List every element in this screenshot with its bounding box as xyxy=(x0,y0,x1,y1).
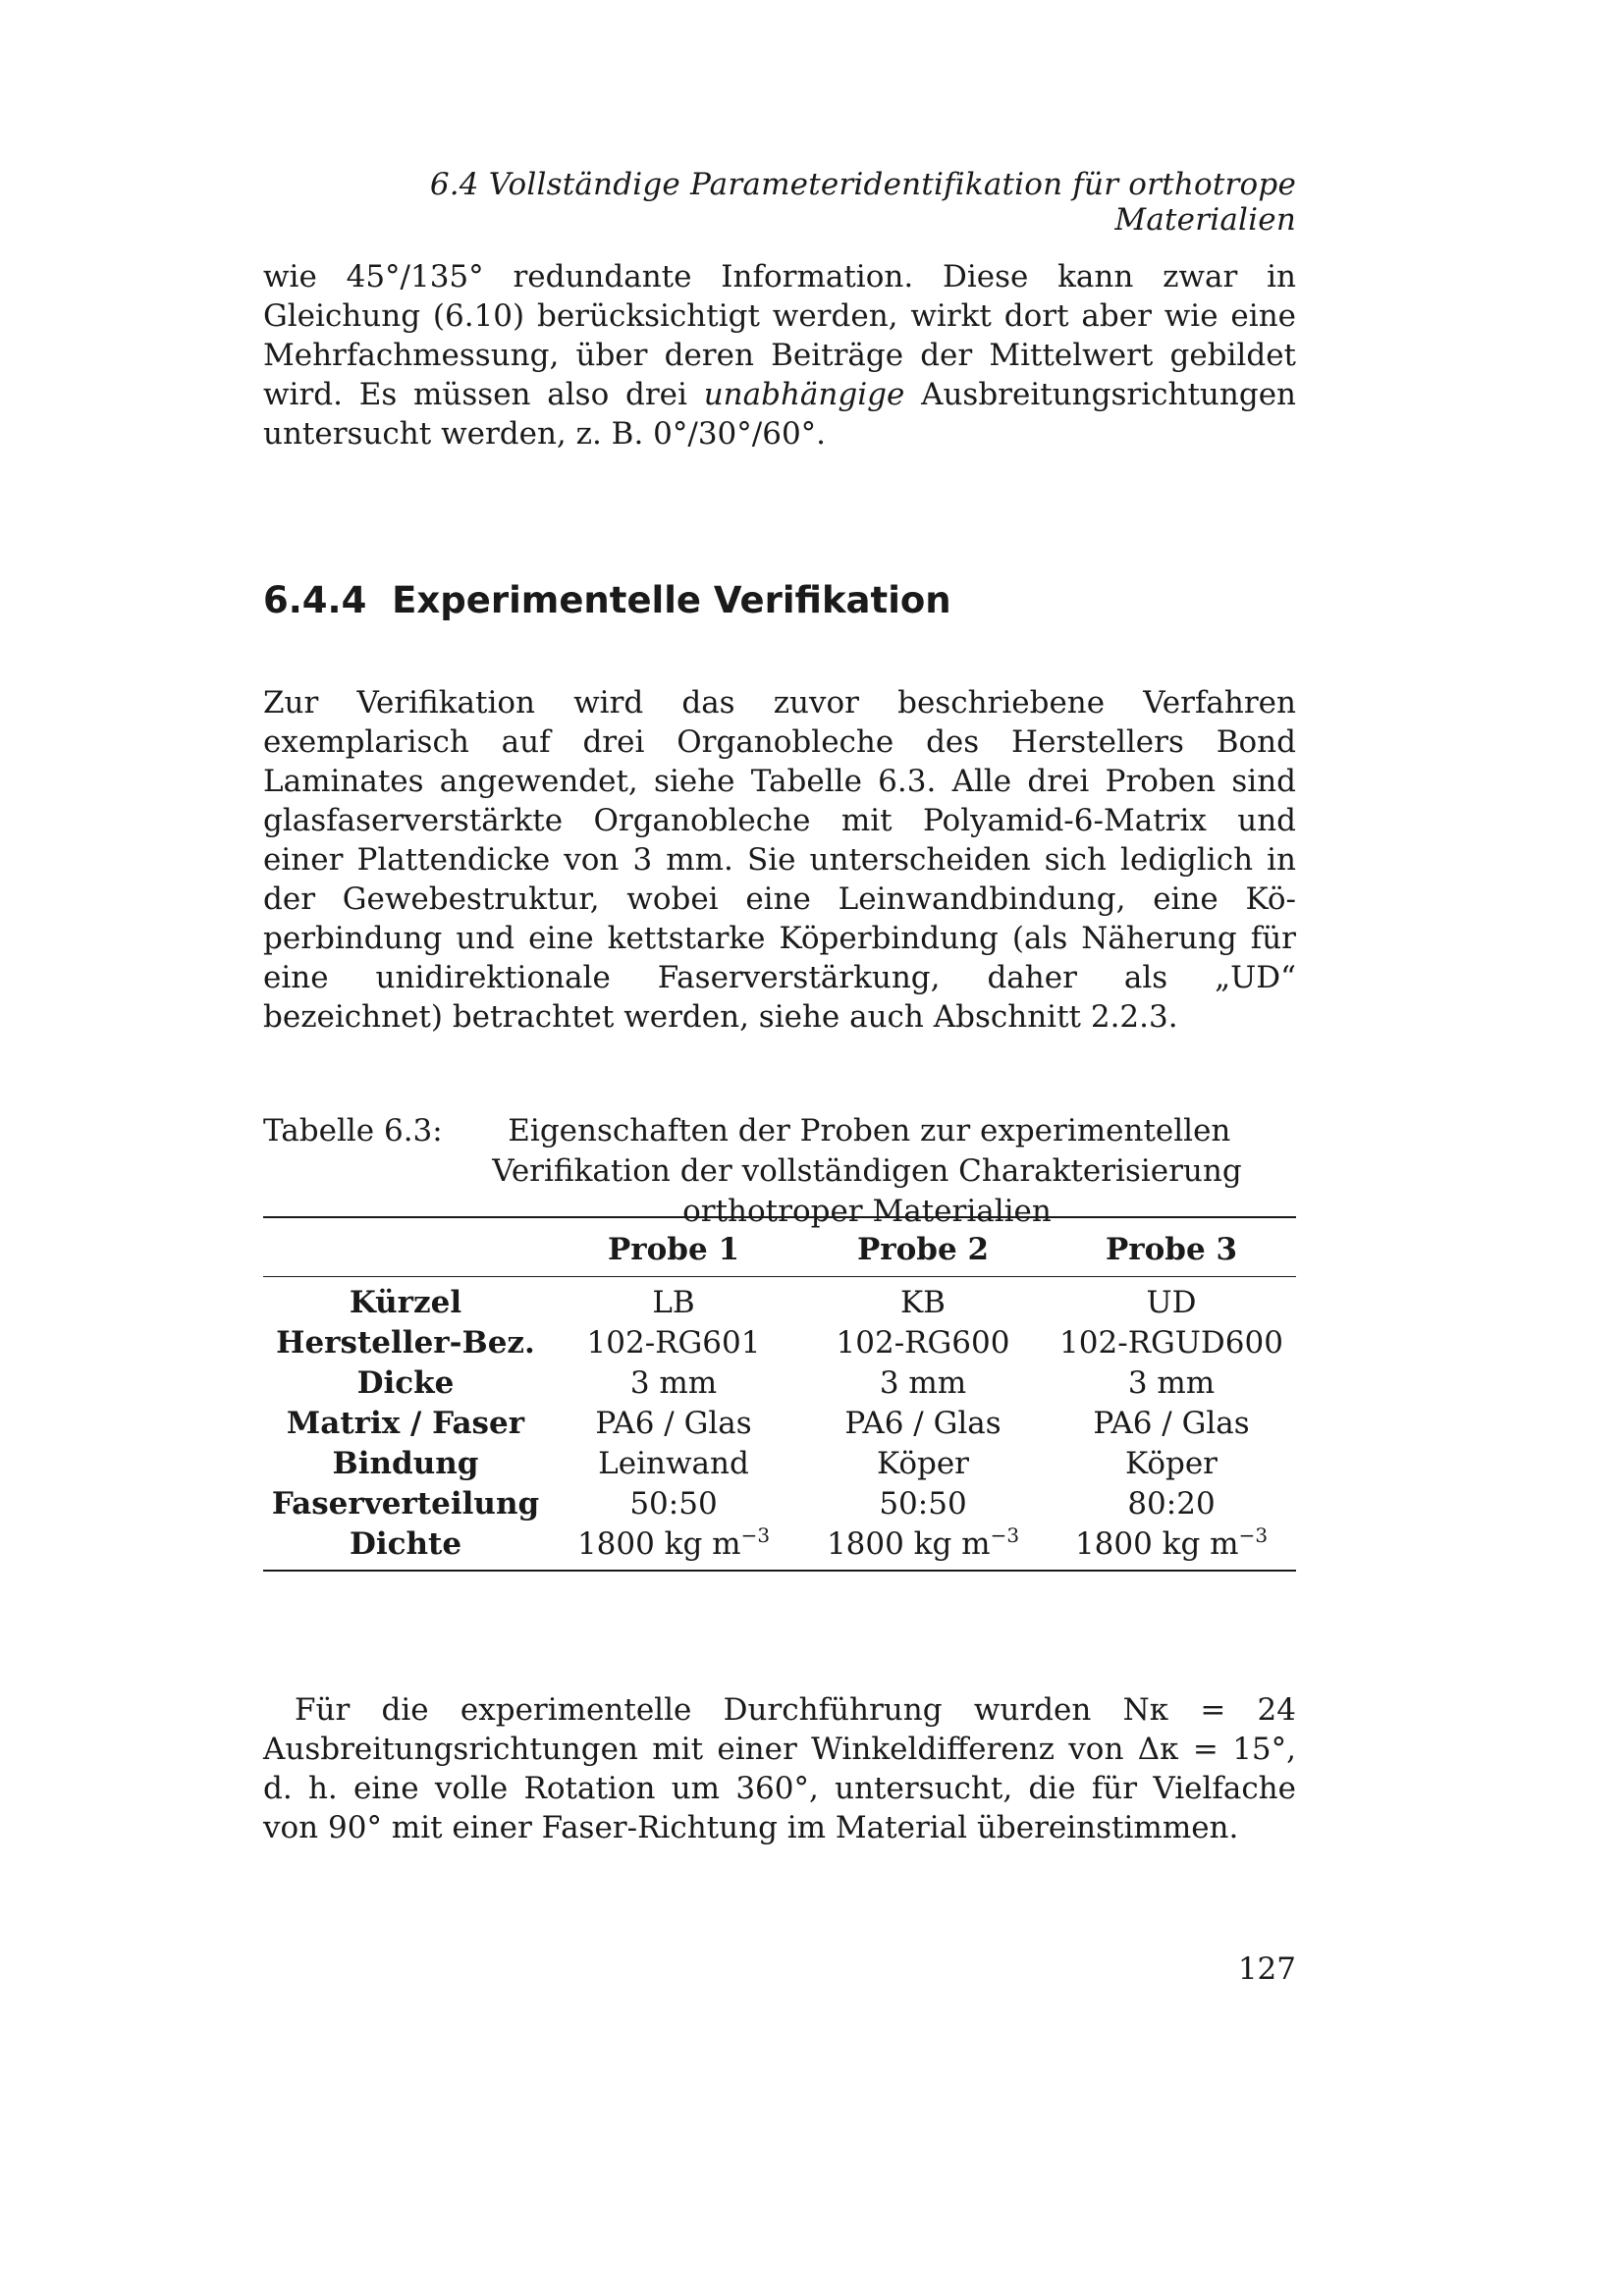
paragraph-redundant-information xyxy=(263,257,1296,454)
table-row xyxy=(263,1323,1296,1363)
running-head: 6.4 Vollständige Parameteridentifikation für orthotrope Materialien xyxy=(429,167,1296,238)
cell-value: 1800 kg m xyxy=(826,1526,991,1562)
table-cell: UD xyxy=(1146,1285,1197,1320)
properties-table xyxy=(263,1216,1296,1572)
row-label: Dicke xyxy=(356,1365,455,1401)
table-cell: PA6 / Glas xyxy=(844,1406,1001,1441)
table-cell xyxy=(1047,1524,1296,1570)
section-heading xyxy=(263,579,951,621)
table-cell: 50:50 xyxy=(879,1486,967,1522)
table-cell: Köper xyxy=(877,1446,969,1481)
table-cell xyxy=(799,1524,1047,1570)
table-cell: LB xyxy=(652,1285,695,1320)
row-label: Faserverteilung xyxy=(271,1486,540,1522)
table-cell: Leinwand xyxy=(598,1446,749,1481)
paragraph-text: Ausbreitungsrichtungen untersucht werden, z. B. 0°/30°/60°. xyxy=(263,377,1296,452)
emphasis-text: unabhängige xyxy=(703,377,905,412)
exponent: −3 xyxy=(740,1523,771,1547)
caption-label: Tabelle 6.3: xyxy=(263,1113,443,1148)
table-row xyxy=(263,1404,1296,1444)
paragraph-text: wie 45°/135° redundante Information. Diese kann zwar in Gleichung (6.10) berücksichtigt werden, wirkt dort aber wie eine Mehrfachmessung, über deren Beiträge der Mittelwert gebildet wird. Es müssen also drei xyxy=(263,259,1296,412)
table-cell: KB xyxy=(900,1285,946,1320)
table-row xyxy=(263,1524,1296,1570)
table-header-row xyxy=(263,1218,1296,1277)
paragraph-text: Für die experimentelle Durchführung wurden Nκ = 24 Ausbreitungsrichtungen mit einer Winkeldifferenz von Δκ = 15°, d. h. eine volle Rotation um 360°, untersucht, die für Vielfache von 90° mit einer Faser-Richtung im Material übereinstimmen. xyxy=(263,1692,1296,1845)
table-row xyxy=(263,1277,1296,1324)
caption-text: Eigenschaften der Proben zur experimentellen Verifikation der vollständigen Charakterisierung orthotroper Materialien xyxy=(492,1113,1242,1229)
page-number: 127 xyxy=(1237,1951,1296,1987)
paragraph-text: Zur Verifikation wird das zuvor beschriebene Verfahren exemplarisch auf drei Organobleche des Herstellers Bond Laminates angewendet, siehe Tabelle 6.3. Alle drei Proben sind glasfaserverstärkte Organobleche mit Polyamid-6-Matrix und einer Plattendicke von 3 mm. Sie unterscheiden sich lediglich in der Gewebestruktur, wobei eine Leinwandbindung, eine Köperbindung und eine kettstarke Köperbindung (als Näherung für eine unidirektionale Faserverstärkung, daher als „UD“ bezeichnet) betrachtet werden, siehe auch Abschnitt 2.2.3. xyxy=(263,685,1296,1035)
exponent: −3 xyxy=(990,1523,1020,1547)
table-header-cell xyxy=(263,1218,548,1277)
table-cell: PA6 / Glas xyxy=(595,1406,752,1441)
section-title: Experimentelle Verifikation xyxy=(392,579,951,621)
table-row xyxy=(263,1363,1296,1404)
cell-value: 1800 kg m xyxy=(576,1526,741,1562)
table-cell: 102-RG600 xyxy=(836,1325,1010,1361)
table-cell: PA6 / Glas xyxy=(1093,1406,1250,1441)
section-number: 6.4.4 xyxy=(263,579,367,621)
row-label: Bindung xyxy=(332,1446,479,1481)
cell-value: 1800 kg m xyxy=(1074,1526,1239,1562)
exponent: −3 xyxy=(1238,1523,1269,1547)
table-caption xyxy=(263,1111,1296,1232)
table-cell: 3 mm xyxy=(629,1365,718,1401)
table-row xyxy=(263,1444,1296,1484)
table-cell: 3 mm xyxy=(1127,1365,1216,1401)
paragraph-verification xyxy=(263,683,1296,1037)
table-header-cell: Probe 2 xyxy=(799,1218,1047,1277)
row-label: Matrix / Faser xyxy=(286,1406,525,1441)
table-cell: Köper xyxy=(1125,1446,1218,1481)
row-label: Kürzel xyxy=(349,1285,462,1320)
row-label: Dichte xyxy=(349,1526,462,1562)
table-cell xyxy=(548,1524,799,1570)
table-cell: 102-RGUD600 xyxy=(1059,1325,1283,1361)
row-label: Hersteller-Bez. xyxy=(276,1325,535,1361)
table-row xyxy=(263,1484,1296,1524)
paragraph-experimental-setup xyxy=(263,1690,1296,1847)
table-cell: 102-RG601 xyxy=(586,1325,761,1361)
table-cell: 50:50 xyxy=(629,1486,718,1522)
table-cell: 80:20 xyxy=(1127,1486,1216,1522)
table-cell: 3 mm xyxy=(879,1365,967,1401)
table-header-cell: Probe 1 xyxy=(548,1218,799,1277)
table-header-cell: Probe 3 xyxy=(1047,1218,1296,1277)
